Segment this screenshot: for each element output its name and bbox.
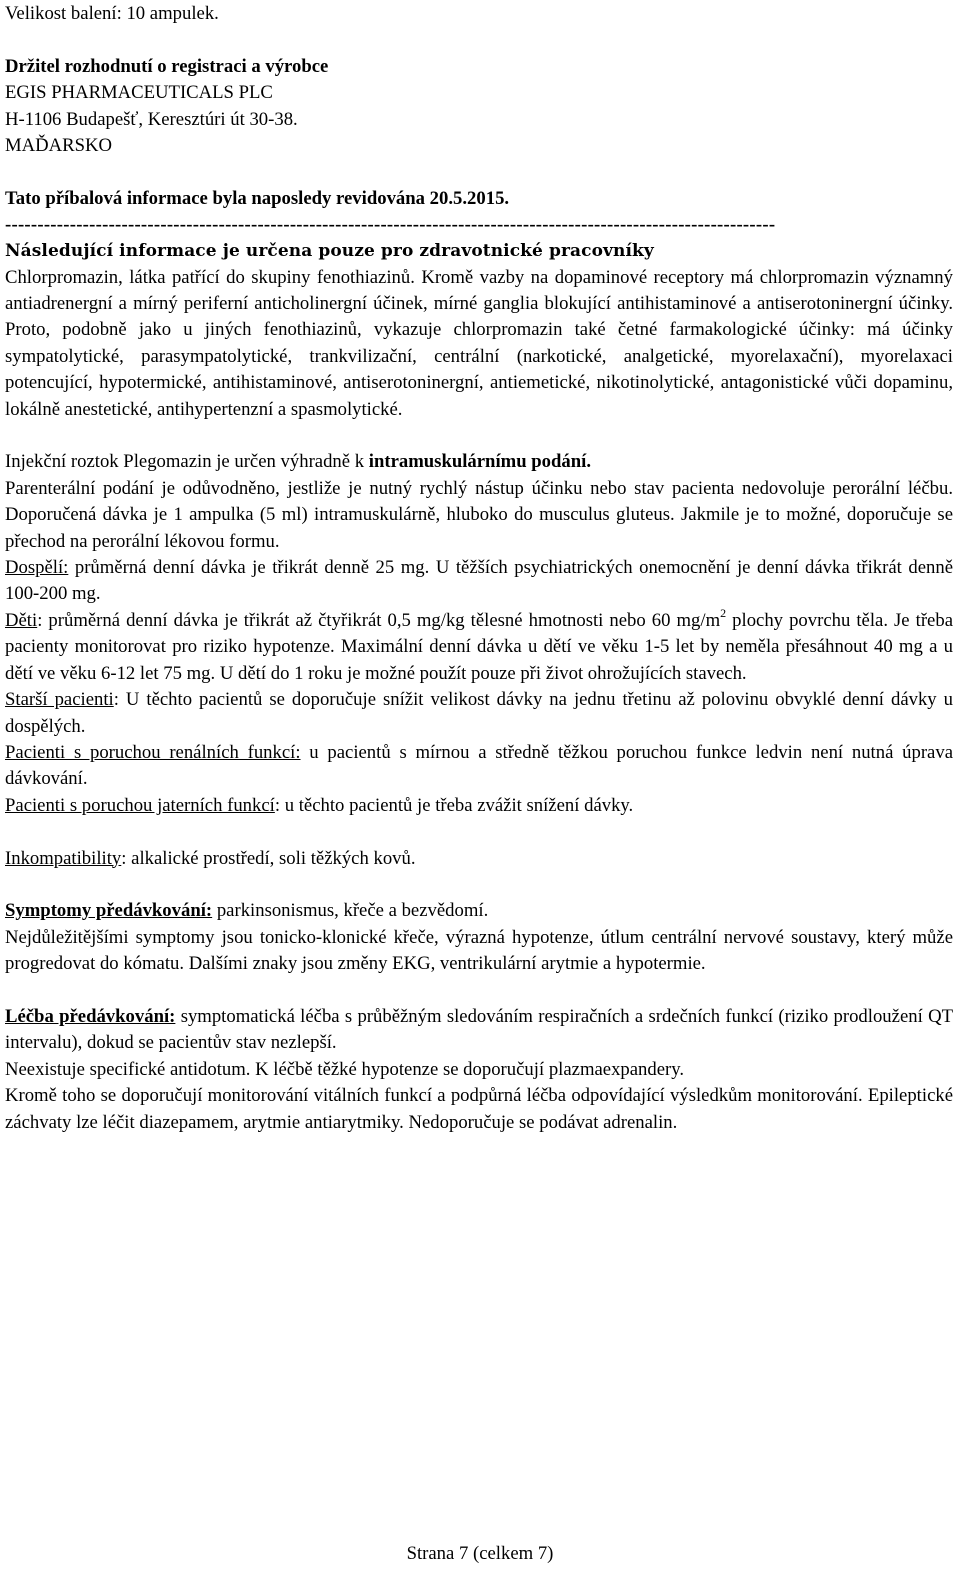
overdose-treatment-label: Léčba předávkování: <box>5 1005 176 1027</box>
injection-intro <box>5 449 953 475</box>
revision-date: Tato příbalová informace byla naposledy revidována 20.5.2015. <box>5 187 510 209</box>
incompat-text: : alkalické prostředí, soli těžkých kovů. <box>121 847 416 869</box>
adults-label: Dospělí: <box>5 557 69 579</box>
professionals-heading: Následující informace je určena pouze pro zdravotnické pracovníky <box>5 241 654 262</box>
monitoring-text: Kromě toho se doporučují monitorování vitálních funkcí a podpůrná léčba odpovídající výsledkům monitorování. Epileptické záchvaty lze léčit diazepamem, arytmie antiarytmiky. Nedoporučuje se podávat adrenalin. <box>5 1085 953 1133</box>
dosing-elderly <box>5 687 953 740</box>
children-text-2: plochy povrchu těla. Je třeba pacienty monitorovat pro riziko hypotenze. Maximální denní dávka u dětí ve věku 1-5 let by neměla přesáhnout 40 mg a u dětí ve věku 6-12 let 75 mg. U dětí do 1 roku je možné použít pouze při život ohrožujících stavech. <box>5 609 953 684</box>
parenteral-text: Parenterální podání je odůvodněno, jestliže je nutný rychlý nástup účinku nebo stav pacienta nedovoluje perorální léčbu. Doporučená dávka je 1 ampulka (5 ml) intramuskulárně, hluboko do musculus gluteus. Jakmile je to možné, doporučuje se přechod na perorální lékovou formu. <box>5 477 953 552</box>
dosing-hepatic <box>5 793 953 819</box>
elderly-label: Starší pacienti <box>5 689 114 711</box>
overdose-symptoms <box>5 898 953 924</box>
document-page <box>5 0 953 1136</box>
hepatic-text: : u těchto pacientů je třeba zvážit snížení dávky. <box>274 794 634 816</box>
hepatic-label: Pacienti s poruchou jaterních funkcí <box>5 794 275 816</box>
renal-text: u pacientů s mírnou a středně těžkou poruchou funkce ledvin není nutná úprava dávkování. <box>5 741 953 790</box>
overdose-treatment <box>5 1004 953 1057</box>
overdose-symptoms-text: parkinsonismus, křeče a bezvědomí. <box>212 900 489 922</box>
renal-label: Pacienti s poruchou renálních funkcí: <box>5 741 301 763</box>
page-footer: Strana 7 (celkem 7) <box>406 1543 554 1564</box>
antidote-text: Neexistuje specifické antidotum. K léčbě těžké hypotenze se doporučují plazmaexpandery. <box>5 1058 685 1080</box>
holder-address: H-1106 Budapešť, Keresztúri út 30-38. <box>5 108 298 130</box>
incompat-label: Inkompatibility <box>5 847 122 869</box>
dosing-adults <box>5 555 953 608</box>
children-superscript: 2 <box>720 605 727 620</box>
separator-line: ----------------------------------------------------------------------------------------------------------------------- <box>5 214 776 236</box>
injection-route: intramuskulárnímu podání. <box>368 451 592 473</box>
overdose-treatment-text: symptomatická léčba s průběžným sledováním respiračních a srdečních funkcí (riziko prodloužení QT intervalu), dokud se pacientův stav nezlepší. <box>5 1005 953 1054</box>
dosing-renal <box>5 740 953 793</box>
incompatibilities <box>5 846 953 872</box>
holder-company: EGIS PHARMACEUTICALS PLC <box>5 82 273 104</box>
holder-heading: Držitel rozhodnutí o registraci a výrobce <box>5 55 329 77</box>
adults-text: průměrná denní dávka je třikrát denně 25 mg. U těžších psychiatrických onemocnění je denní dávka třikrát denně 100-200 mg. <box>5 557 953 605</box>
dosing-children <box>5 605 953 687</box>
pack-size: Velikost balení: 10 ampulek. <box>5 3 219 24</box>
injection-intro-text: Injekční roztok Plegomazin je určen výhradně k <box>5 451 369 473</box>
holder-country: MAĎARSKO <box>5 135 112 157</box>
overdose-symptoms-label: Symptomy předávkování: <box>5 900 213 922</box>
children-text-1: : průměrná denní dávka je třikrát až čtyřikrát 0,5 mg/kg tělesné hmotnosti nebo 60 mg/m <box>37 609 721 631</box>
pharmacology-description: Chlorpromazin, látka patřící do skupiny fenothiazinů. Kromě vazby na dopaminové receptory má chlorpromazin významný antiadrenergní a mírný periferní anticholinergní účinek, mírné ganglia blokující antihistaminové a antiserotoninergní účinky. Proto, podobně jako u jiných fenothiazinů, vykazuje chlorpromazin také četné farmakologické účinky: má účinky sympatolytické, parasympatolytické, trankvilizační, centrální (narkotické, analgetické, myorelaxační), myorelaxaci potencující, hypotermické, antihistaminové, antiserotoninergní, antiemetické, nikotinolytické, antagonistické vůči dopaminu, lokálně anestetické, antihypertenzní a spasmolytické. <box>5 266 953 420</box>
children-label: Děti <box>5 609 38 631</box>
elderly-text: : U těchto pacientů se doporučuje snížit velikost dávky na jednu třetinu až polovinu obvyklé denní dávky u dospělých. <box>5 689 953 737</box>
overdose-symptoms-detail: Nejdůležitějšími symptomy jsou tonicko-klonické křeče, výrazná hypotenze, útlum centrální nervové soustavy, který může progredovat do kómatu. Dalšími znaky jsou změny EKG, ventrikulární arytmie a hypotermie. <box>5 926 953 975</box>
